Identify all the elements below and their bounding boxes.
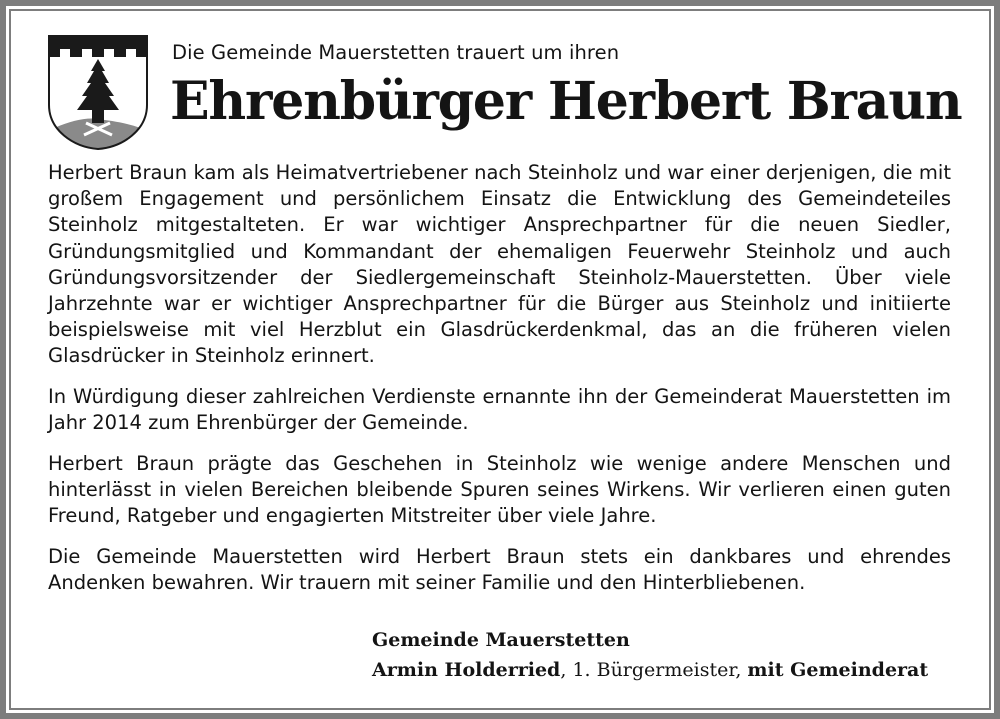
page-title: Ehrenbürger Herbert Braun: [170, 71, 962, 132]
signature-role: 1. Bürgermeister,: [572, 659, 748, 681]
paragraph: Herbert Braun kam als Heimatvertriebener nach Steinholz und war einer derjenigen, die mit großem Engagement und persönlichem Einsatz die Entwicklung des Gemeindeteiles Steinholz mitgestalteten. Er war wichtiger Ansprechpartner für die neuen Siedler, Gründungsmitglied und Kommandant der ehemaligen Feuerwehr Steinholz und auch Gründungsvorsitzender der Siedlergemeinschaft Steinholz-Mauerstetten. Über viele Jahrzehnte war er wichtiger Ansprechpartner für die Bürger aus Steinholz und initiierte beispielsweise mit viel Herzblut ein Glasdrückerdenkmal, das an die früheren vielen Glasdrücker in Steinholz erinnert.: [48, 161, 951, 368]
coat-of-arms-icon: [48, 35, 148, 150]
signature-org: Gemeinde Mauerstetten: [372, 629, 630, 651]
signature-separator: ,: [560, 659, 573, 681]
paragraph: In Würdigung dieser zahlreichen Verdienste ernannte ihn der Gemeinderat Mauerstetten im Jahr 2014 zum Ehrenbürger der Gemeinde.: [48, 385, 951, 435]
intro-line: Die Gemeinde Mauerstetten trauert um ihren: [172, 41, 620, 64]
paragraph: Die Gemeinde Mauerstetten wird Herbert Braun stets ein dankbares und ehrendes Andenken bewahren. Wir trauern mit seiner Familie und den Hinterbliebenen.: [48, 545, 951, 595]
notice-body: [48, 160, 951, 611]
signature-name: Armin Holderried: [372, 659, 561, 681]
signature-block: [372, 625, 928, 685]
signature-council: mit Gemeinderat: [747, 659, 929, 681]
paragraph: Herbert Braun prägte das Geschehen in Steinholz wie wenige andere Menschen und hinterlässt in vielen Bereichen bleibende Spuren seines Wirkens. Wir verlieren einen guten Freund, Ratgeber und engagierten Mitstreiter über viele Jahre.: [48, 452, 951, 528]
